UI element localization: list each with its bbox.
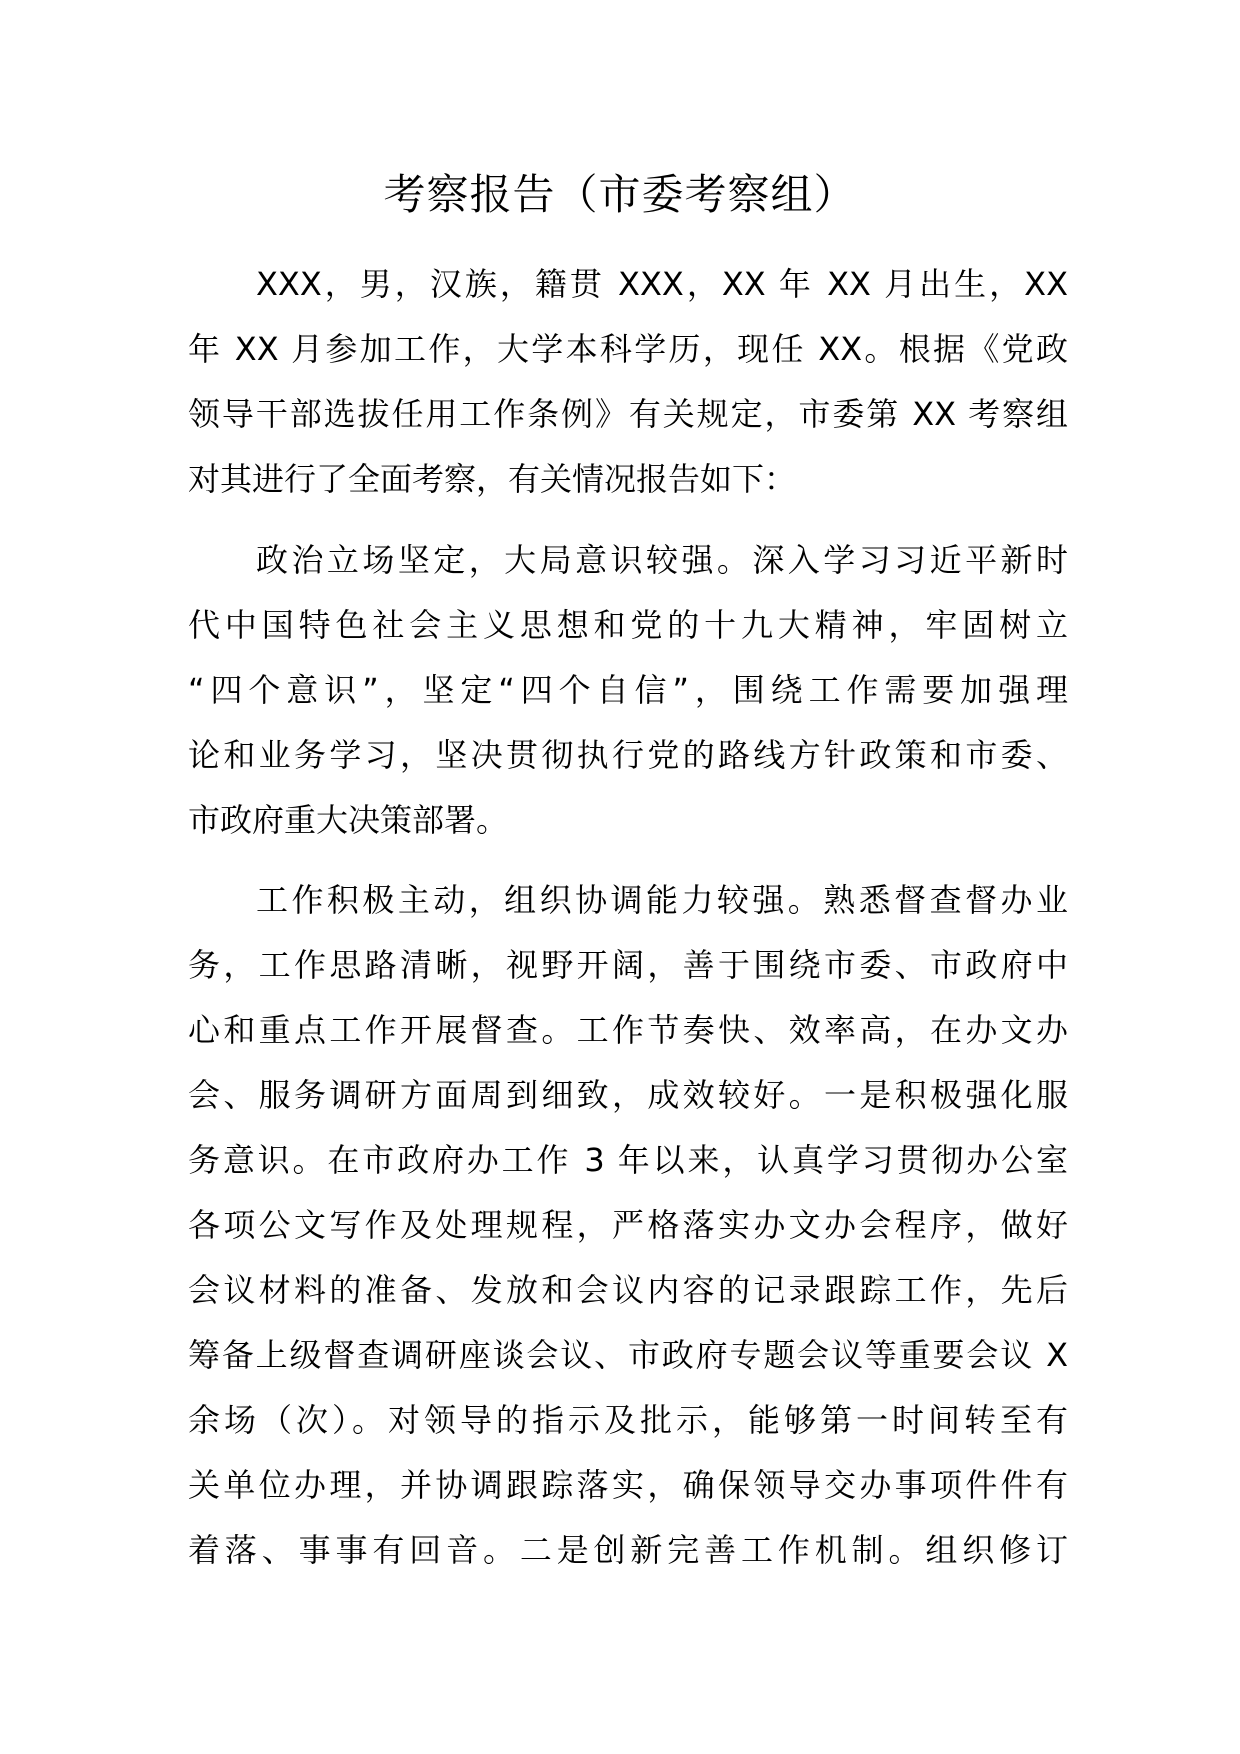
paragraph-political-stance [188,528,1068,853]
paragraph-line: 对其进行了全面考察，有关情况报告如下： [188,460,797,498]
paragraph-line: “四个意识”，坚定“四个自信”，围绕工作需要加强理 [188,671,1068,709]
paragraph-line: 会议材料的准备、发放和会议内容的记录跟踪工作，先后 [188,1271,1068,1309]
paragraph-line: 务意识。在市政府办工作 3 年以来，认真学习贯彻办公室 [188,1141,1068,1179]
paragraph-personal-info [188,252,1068,512]
paragraph-line: 筹备上级督查调研座谈会议、市政府专题会议等重要会议 X [188,1336,1068,1374]
paragraph-line: XXX，男，汉族，籍贯 XXX，XX 年 XX 月出生，XX [256,265,1068,303]
paragraph-line: 工作积极主动，组织协调能力较强。熟悉督查督办业 [256,881,1068,919]
document-title: 考察报告（市委考察组） [383,170,857,219]
paragraph-line: 代中国特色社会主义思想和党的十九大精神，牢固树立 [188,606,1068,644]
paragraph-line: 余场（次）。对领导的指示及批示，能够第一时间转至有 [188,1401,1068,1439]
paragraph-line: 心和重点工作开展督查。工作节奏快、效率高，在办文办 [188,1011,1068,1049]
paragraph-line: 市政府重大决策部署。 [188,801,509,839]
paragraph-work-performance [188,868,1068,1583]
paragraph-line: 年 XX 月参加工作，大学本科学历，现任 XX。根据《党政 [188,330,1068,368]
paragraph-line: 各项公文写作及处理规程，严格落实办文办会程序，做好 [188,1206,1068,1244]
paragraph-line: 领导干部选拔任用工作条例》有关规定，市委第 XX 考察组 [188,395,1068,433]
paragraph-line: 关单位办理，并协调跟踪落实，确保领导交办事项件件有 [188,1466,1068,1504]
paragraph-line: 务，工作思路清晰，视野开阔，善于围绕市委、市政府中 [188,946,1068,984]
paragraph-line: 政治立场坚定，大局意识较强。深入学习习近平新时 [256,541,1068,579]
paragraph-line: 会、服务调研方面周到细致，成效较好。一是积极强化服 [188,1076,1068,1114]
paragraph-line: 论和业务学习，坚决贯彻执行党的路线方针政策和市委、 [188,736,1068,774]
paragraph-line: 着落、事事有回音。二是创新完善工作机制。组织修订 [188,1531,1068,1569]
